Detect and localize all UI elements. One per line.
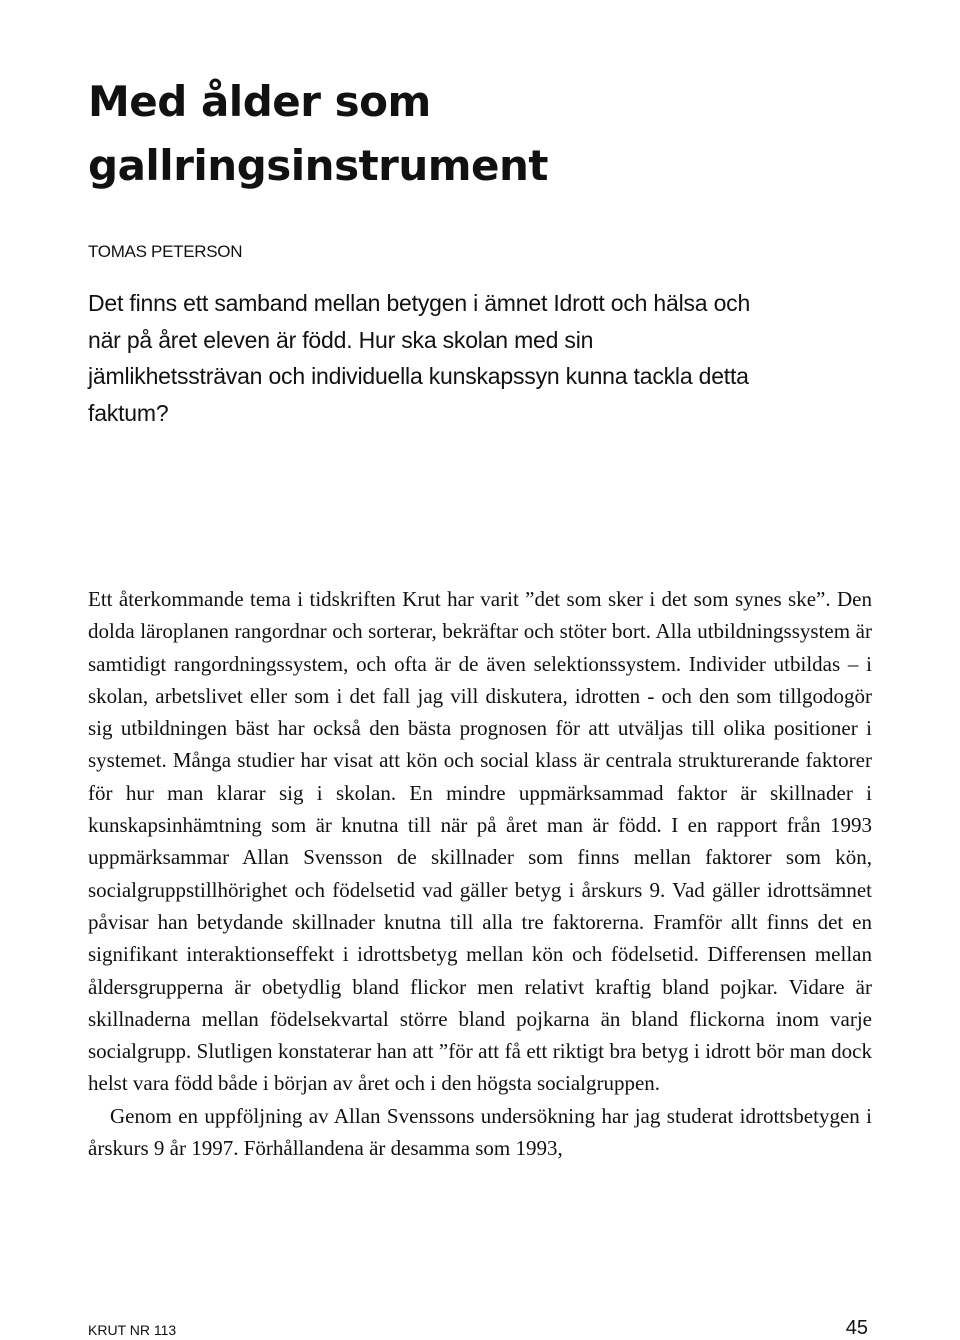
body-paragraph-2: Genom en uppföljning av Allan Svenssons undersökning har jag studerat idrottsbetygen i årskurs 9 år 1997. Förhållandena är desamma som 1993,: [88, 1103, 872, 1161]
footer-page-number: 45: [845, 1317, 868, 1339]
article-title: Med ålder som gallringsinstrument: [88, 77, 548, 190]
body-paragraph-1: Ett återkommande tema i tidskriften Krut har varit ”det som sker i det som synes ske”. Den dolda läroplanen rangordnar och sorterar, bekräftar och stöter bort. Alla utbildningssystem är samtidigt rangordningssystem, och ofta är de även selektionssystem. Individer utbildas – i skolan, arbetslivet eller som i det fall jag vill diskutera, idrotten - och den som tillgodogör sig utbildningen bäst har också den bästa prognosen för att utväljas till olika positioner i systemet. Många studier har visat att kön och social klass är centrala strukturerande faktorer för hur man klarar sig i skolan. En mindre uppmärksammad faktor är skillnader i kunskapsinhämtning som är knutna till när på året man är född. I en rapport från 1993 uppmärksammar Allan Svensson de skillnader som finns mellan faktorer som kön, socialgruppstillhörighet och födelsetid vad gäller betyg i årskurs 9. Vad gäller idrottsämnet påvisar han betydande skillnader knutna till alla tre faktorerna. Framför allt finns det en signifikant interaktionseffekt i idrottsbetyg mellan kön och födelsetid. Differensen mellan åldersgrupperna är obetydlig bland flickor men relativt kraftig bland pojkar. Vidare är skillnaderna mellan födelsekvartal större bland pojkarna än bland flickorna inom varje socialgrupp. Slutligen konstaterar han att ”för att få ett riktigt bra betyg i idrott bör man dock helst vara född både i början av året och i den högsta socialgruppen.: [88, 587, 872, 1096]
article-author: TOMAS PETERSON: [88, 242, 243, 261]
footer-journal-issue: KRUT NR 113: [88, 1322, 177, 1338]
article-ingress: Det finns ett samband mellan betygen i ämnet Idrott och hälsa och när på året eleven är född. Hur ska skolan med sin jämlikhetssträvan och individuella kunskapssyn kunna tackla detta faktum?: [88, 290, 751, 426]
article-body: [88, 583, 872, 1164]
